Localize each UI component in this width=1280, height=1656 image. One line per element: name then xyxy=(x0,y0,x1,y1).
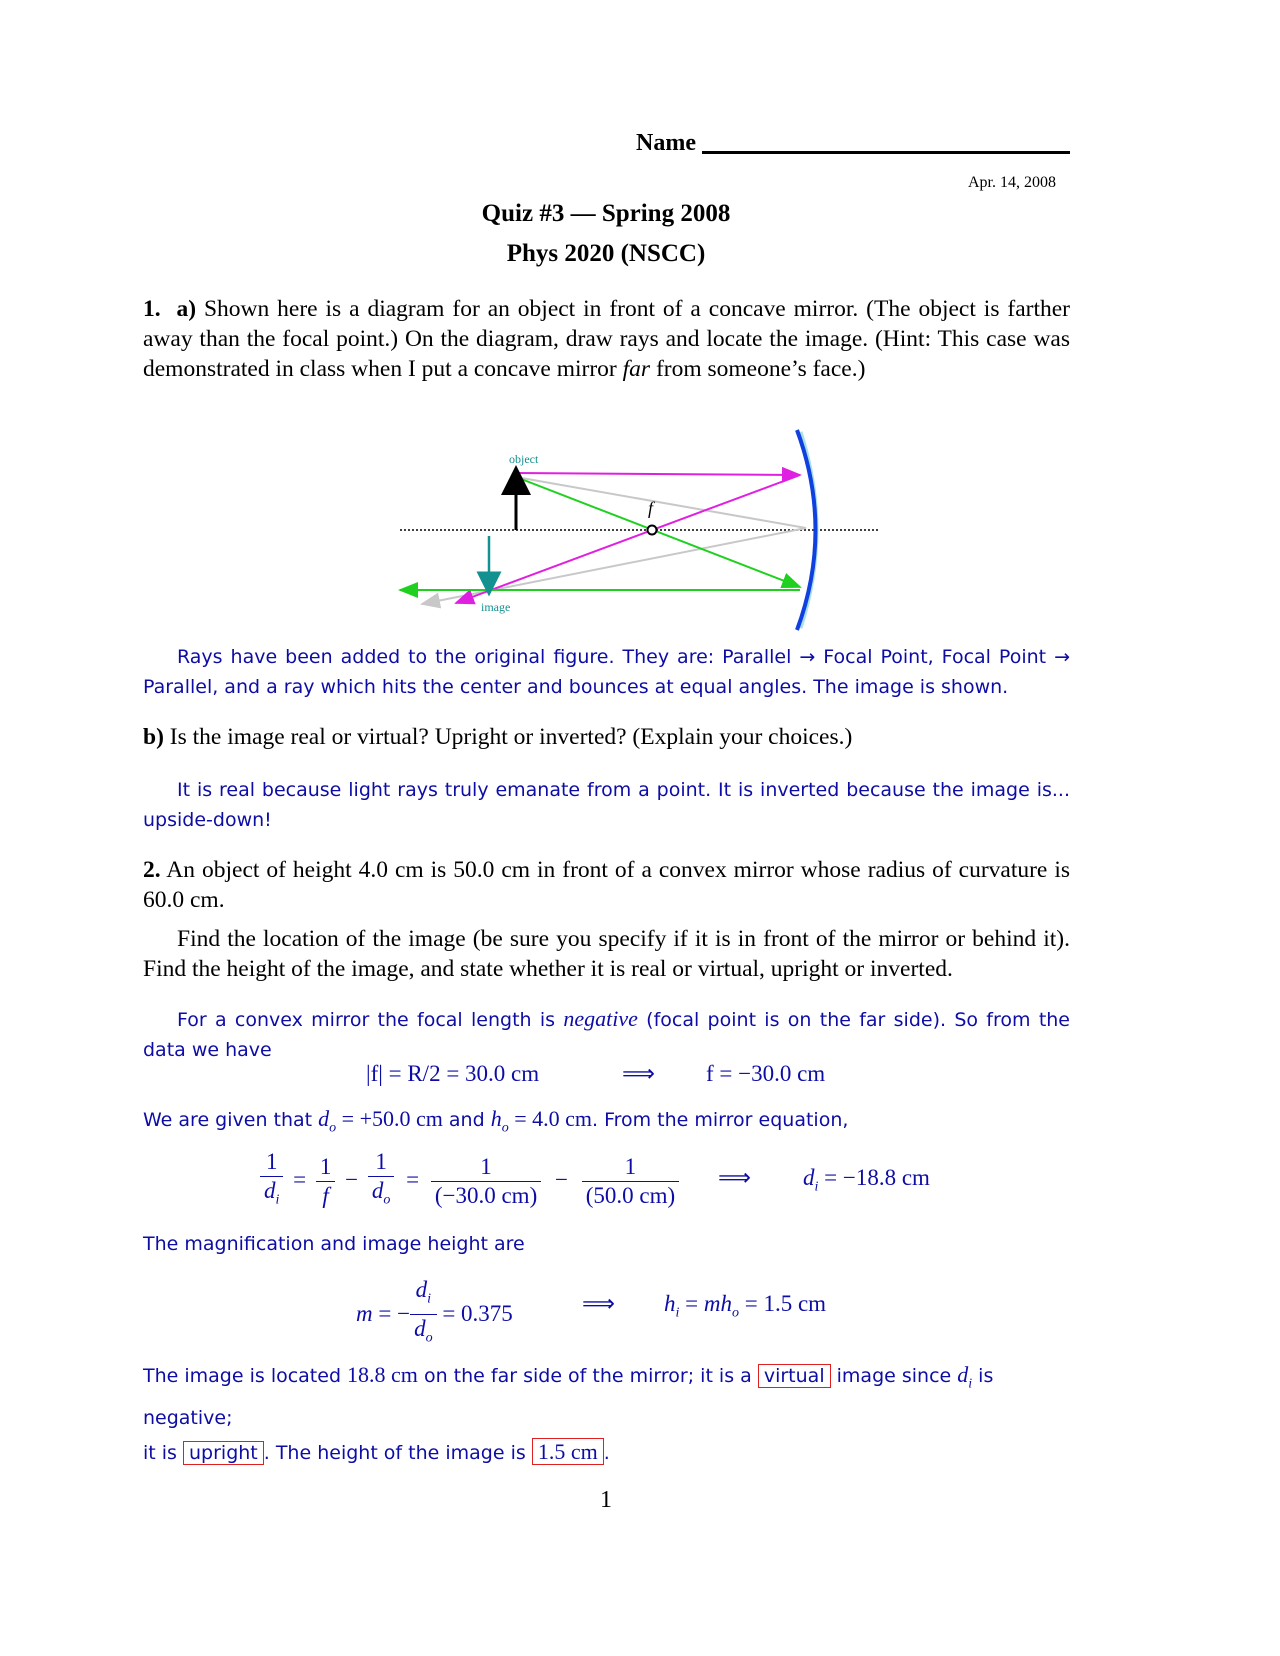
q1-part-b-body: Is the image real or virtual? Upright or inverted? (Explain your choices.) xyxy=(163,724,853,750)
given-ho-value: = 4.0 cm xyxy=(508,1106,592,1131)
center-ray-in xyxy=(516,477,806,528)
q2-text-1 xyxy=(143,855,1070,915)
mirror-diagram xyxy=(0,0,1280,660)
implies-1: ⟹ xyxy=(622,1061,655,1086)
q1-number: 1. xyxy=(143,296,161,322)
concl-distance: 18.8 cm xyxy=(347,1362,418,1387)
image-distance-result: $d_i = -18.8$ cm xyxy=(803,1165,930,1195)
parallel-ray-in xyxy=(516,473,800,475)
given-do-symbol: d xyxy=(318,1106,330,1131)
equation-focal-left: |f| = R/2 = 30.0 cm xyxy=(366,1061,540,1086)
implies-2: ⟹ xyxy=(718,1165,751,1190)
answer-box-height: 1.5 cm xyxy=(532,1438,604,1465)
given-post: . From the mirror equation, xyxy=(591,1109,849,1131)
quiz-title: Quiz #3 — Spring 2008 xyxy=(481,200,731,227)
frac-1-over-50: $\frac{1}{(50.0 cm)}$ xyxy=(582,1153,679,1210)
quiz-date: Apr. 14, 2008 xyxy=(968,174,1056,191)
q2-magnification-text: The magnification and image height are xyxy=(143,1233,525,1255)
frac-1-over-f: $\frac{1}{f}$ xyxy=(316,1153,336,1210)
q2-answer-intro-emphasis: negative xyxy=(563,1006,638,1031)
course-title: Phys 2020 (NSCC) xyxy=(506,240,706,267)
q1-part-a-label: a) xyxy=(176,296,197,322)
name-label: Name xyxy=(636,130,696,156)
q2-conclusion: The image is located 18.8 cm on the far side of the mirror; it is a virtual image since $d_i$ is negative; it is upright . The height of the image is 1.5 cm . xyxy=(143,1362,994,1465)
q1-part-b-label: b) xyxy=(143,724,164,750)
q1-answer-a: Rays have been added to the original figure. They are: Parallel → Focal Point, Focal Point → Parallel, and a ray which hits the center and bounces at equal angles. The image is shown. xyxy=(143,646,1070,698)
focal-point xyxy=(648,526,657,535)
equation-focal-length xyxy=(366,1061,539,1087)
q2-given-line xyxy=(143,1104,1070,1143)
magnification-equation: m = − $\frac{d_i}{d_o}$ = 0.375 xyxy=(356,1276,513,1352)
mirror-equation: $\frac{1}{d_i}$ = $\frac{1}{f}$ − $\frac{1}{d_o}$ = $\frac{1}{(-30.0 cm)}$ − $\frac{1}{(50.0 cm)}$ xyxy=(260,1148,679,1215)
object-label: object xyxy=(509,452,539,466)
q2-answer-intro xyxy=(143,1004,1070,1065)
frac-1-over-minus-30: $\frac{1}{(-30.0 cm)}$ xyxy=(431,1153,541,1210)
q2-text-2: Find the location of the image (be sure you specify if it is in front of the mirror or behind it). Find the height of the image, and state whether it is real or virtual, upright or inverted. xyxy=(143,926,1070,982)
q2-text-1-body: An object of height 4.0 cm is 50.0 cm in front of a convex mirror whose radius of curvature is 60.0 cm. xyxy=(143,857,1070,913)
q1-answer-b: It is real because light rays truly emanate from a point. It is inverted because the image is... upside-down! xyxy=(143,779,1070,831)
q2-answer-intro-post: (focal point is on the far side). So from the data we have xyxy=(143,1009,1070,1061)
image-label: image xyxy=(481,600,511,614)
focal-ray-in xyxy=(516,477,800,587)
image-height-result: $h_i = mh_o = 1.5$ cm xyxy=(664,1291,827,1321)
frac-1-over-di: $\frac{1}{d_i}$ xyxy=(260,1148,283,1215)
page-number: 1 xyxy=(600,1487,612,1513)
given-pre: We are given that xyxy=(143,1109,319,1131)
given-ho-sub: o xyxy=(501,1120,509,1136)
frac-1-over-do: $\frac{1}{d_o}$ xyxy=(368,1148,395,1215)
implies-3: ⟹ xyxy=(582,1291,615,1316)
given-do-value: = +50.0 cm xyxy=(336,1106,443,1131)
q2-number: 2. xyxy=(143,857,161,883)
focal-label: f xyxy=(648,498,654,518)
answer-box-virtual: virtual xyxy=(758,1364,831,1388)
q2-answer-intro-pre: For a convex mirror the focal length is xyxy=(177,1009,564,1031)
frac-di-over-do: $\frac{d_i}{d_o}$ xyxy=(410,1276,437,1352)
answer-box-upright: upright xyxy=(183,1441,264,1465)
given-and: and xyxy=(442,1109,491,1131)
given-do-sub: o xyxy=(329,1120,337,1136)
q1-part-a-emphasis: far xyxy=(622,356,651,382)
q1-part-a-tail: from someone’s face.) xyxy=(650,356,866,382)
q1-part-b-text xyxy=(143,722,1070,752)
equation-focal-right: f = −30.0 cm xyxy=(706,1061,826,1086)
given-ho-symbol: h xyxy=(490,1106,502,1131)
q1-part-a-body: Shown here is a diagram for an object in front of a concave mirror. (The object is farther away than the focal point.) On the diagram, draw rays and locate the image. (Hint: This case was demonstrated in class when I put a concave mirror xyxy=(143,296,1071,382)
